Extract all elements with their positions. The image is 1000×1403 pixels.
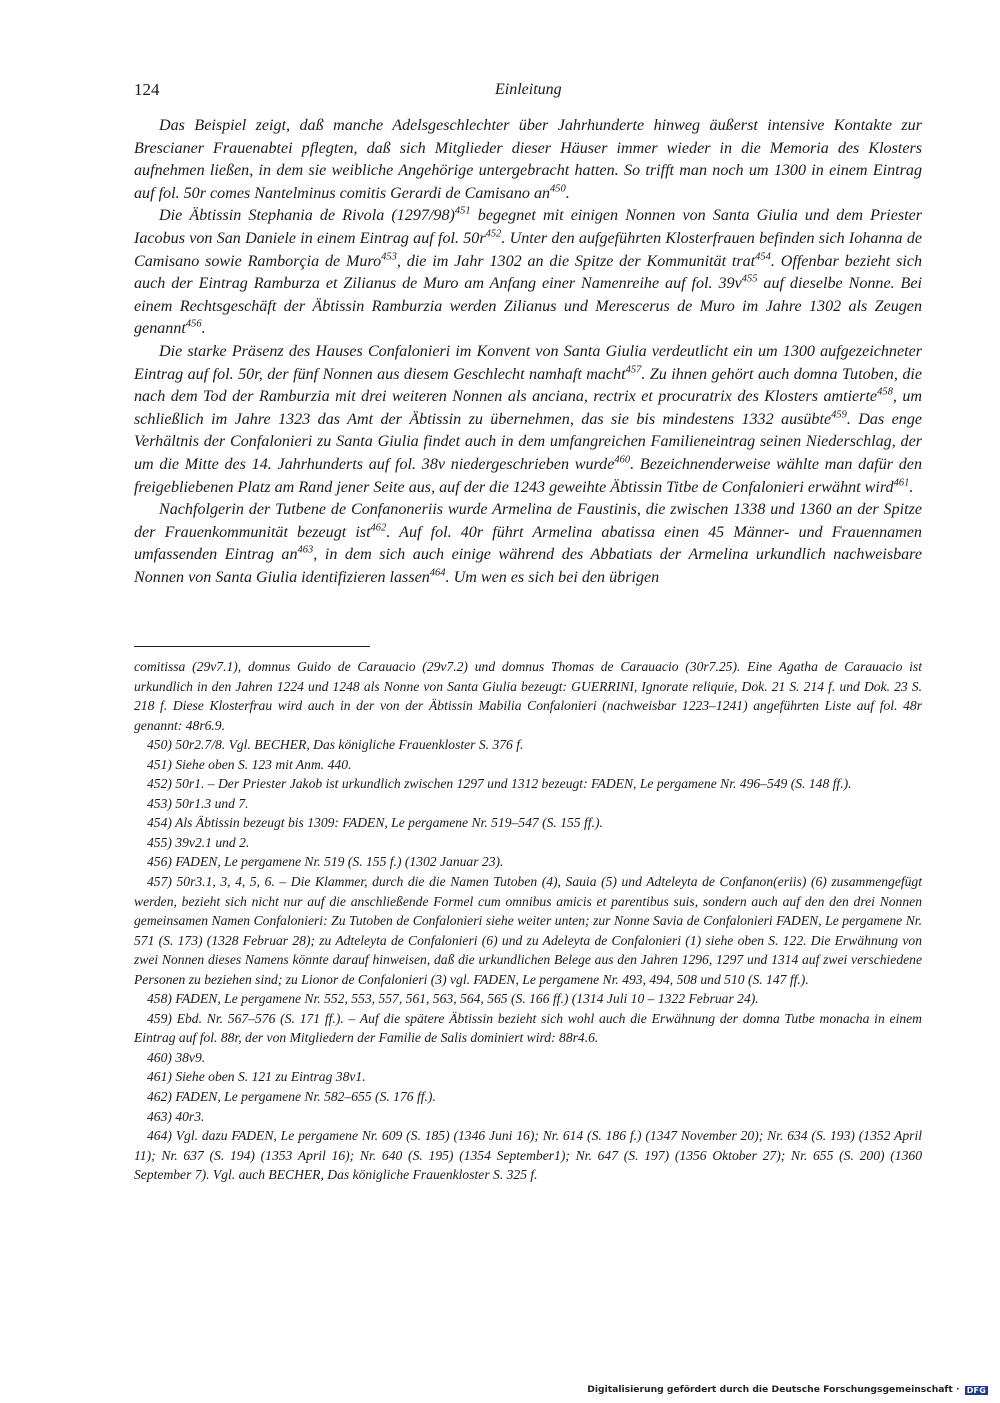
footnote-ref: 459 bbox=[831, 409, 847, 421]
footnote-451: 451) Siehe oben S. 123 mit Anm. 440. bbox=[147, 756, 352, 772]
footnote-ref: 457 bbox=[625, 364, 642, 376]
digitization-notice: Digitalisierung gefördert durch die Deutsche Forschungsgemeinschaft · bbox=[587, 1384, 960, 1395]
footnotes bbox=[134, 657, 922, 1185]
body-paragraph: Das Beispiel zeigt, daß manche Adelsgeschlechter über Jahrhunderte hinweg äußerst intensive Kontakte zur Brescianer Frauenabtei pflegten, daß sich Mitglieder dieser Häuser immer wieder in die Memoria des Klosters aufnehmen ließen, in dem sie weibliche Angehörige untergebracht hatten. So trifft man noch um 1300 in einem Eintrag auf fol. 50r comes Nantelminus comitis Gerardi de Camisano $an^{450}$. bbox=[134, 117, 922, 202]
footnote-456: 456) FADEN, Le pergamene Nr. 519 (S. 155 f.) (1302 Januar 23). bbox=[147, 854, 504, 870]
footnote-ref: 458 bbox=[877, 386, 893, 398]
body-paragraph: Die Äbtissin Stephania de Rivola $(1297/98)^{451}$ begegnet mit einigen Nonnen von Santa Giulia und dem Priester Iacobus von San Daniele in einem Eintrag auf fol. $50r^{452}$. Unter den aufgeführten Klosterfrauen befinden sich Iohanna de Camisano sowie Ramborçia de Muro$^{453}$, die im Jahr 1302 an die Spitze der Kommunität trat$^{454}$. Offenbar bezieht sich auch der Eintrag Ramburza et Zilianus de Muro am Anfang einer Namenreihe auf fol. $39v^{455}$ auf dieselbe Nonne. Bei einem Rechtsgeschäft der Äbtissin Ramburzia werden Zilianus und Merescerus de Muro im Jahre 1302 als Zeugen genannt$^{456}$. bbox=[134, 206, 923, 338]
body-paragraph: Nachfolgerin der Tutbene de Confanoneriis wurde Armelina de Faustinis, die zwischen 1338 und 1360 an der Spitze der Frauenkommunität bezeugt ist$^{462}$. Auf fol. 40r führt Armelina abatissa einen 45 Männer- und Frauennamen umfassenden Eintrag $an^{463}$, in dem sich auch einige während des Abbatiats der Armelina urkundlich nachweisbare Nonnen von Santa Giulia identifizieren lassen$^{464}$. Um wen es sich bei den übrigen bbox=[134, 501, 922, 586]
main-text bbox=[134, 115, 922, 589]
footnote-455: 455) 39v2.1 und 2. bbox=[147, 834, 250, 850]
footnote-ref: 453 bbox=[381, 251, 397, 263]
footnote-463: 463) 40r3. bbox=[147, 1108, 205, 1124]
footnote-ref: 454 bbox=[755, 251, 771, 263]
footnote-459: 459) Ebd. Nr. 567–576 (S. 171 ff.). – Auf die spätere Äbtissin bezieht sich wohl auch die Erwähnung der domna Tutbe monacha in einem Eintrag auf fol. 88r, der von Mitgliedern der Familie de Salis dominiert wird: 88r4.6. bbox=[134, 1010, 922, 1046]
footnote-separator bbox=[134, 646, 370, 647]
footnote-ref: 464 bbox=[429, 567, 446, 579]
footnote-461: 461) Siehe oben S. 121 zu Eintrag 38v1. bbox=[147, 1069, 366, 1085]
footnote-458: 458) FADEN, Le pergamene Nr. 552, 553, 557, 561, 563, 564, 565 (S. 166 ff.) (1314 Juli 10 – 1322 Februar 24). bbox=[147, 991, 759, 1007]
footnote-continuation: comitissa (29v7.1), domnus Guido de Carauacio (29v7.2) und domnus Thomas de Carauacio (30r7.25). Eine Agatha de Carauacio ist urkundlich in den Jahren 1224 und 1248 als Nonne von Santa Giulia bezeugt: GUERRINI, Ignorate reliquie, Dok. 21 S. 214 f. und Dok. 23 S. 218 f. Diese Klosterfrau wird auch in der von der Äbtissin Mabilia Confalonieri (nachweisbar 1223–1241) angeführten Liste auf fol. 48r genannt: 48r6.9. bbox=[134, 659, 922, 733]
digitization-footer bbox=[587, 1384, 988, 1395]
footnote-464: 464) Vgl. dazu FADEN, Le pergamene Nr. 609 (S. 185) (1346 Juni 16); Nr. 614 (S. 186 f.) (1347 November 20); Nr. 634 (S. 193) (1352 April 11); Nr. 637 (S. 194) (1353 April 16); Nr. 640 (S. 195) (1354 September1); Nr. 647 (S. 197) (1356 Oktober 27); Nr. 655 (S. 200) (1360 September 7). Vgl. auch BECHER, Das königliche Frauenkloster S. 325 f. bbox=[134, 1128, 922, 1183]
footnote-ref: 456 bbox=[185, 318, 202, 330]
footnote-453: 453) 50r1.3 und 7. bbox=[147, 795, 249, 811]
footnote-ref: 460 bbox=[614, 454, 631, 466]
footnote-ref: 455 bbox=[741, 273, 758, 285]
footnote-ref: 462 bbox=[370, 522, 387, 534]
footnote-450: 450) 50r2.7/8. Vgl. BECHER, Das königliche Frauenkloster S. 376 f. bbox=[147, 737, 524, 753]
footnote-ref: 461 bbox=[893, 477, 910, 489]
footnote-460: 460) 38v9. bbox=[147, 1049, 206, 1065]
footnote-ref: 450 bbox=[550, 183, 566, 195]
page-number: 124 bbox=[134, 80, 160, 99]
dfg-logo: DFG bbox=[966, 1386, 986, 1395]
footnote-462: 462) FADEN, Le pergamene Nr. 582–655 (S. 176 ff.). bbox=[147, 1089, 436, 1105]
footnote-ref: 452 bbox=[485, 228, 502, 240]
running-title: Einleitung bbox=[495, 81, 562, 98]
footnote-ref: 463 bbox=[297, 544, 314, 556]
footnote-452: 452) 50r1. – Der Priester Jakob ist urkundlich zwischen 1297 und 1312 bezeugt: FADEN, Le pergamene Nr. 496–549 (S. 148 ff.). bbox=[147, 776, 852, 792]
footnote-ref: 451 bbox=[454, 206, 471, 218]
body-paragraph: Die starke Präsenz des Hauses Confalonieri im Konvent von Santa Giulia verdeutlicht ein um 1300 aufgezeichneter Eintrag auf fol. 50r, der fünf Nonnen aus diesem Geschlecht namhaft macht$^{457}$. Zu ihnen gehört auch domna Tutoben, die nach dem Tod der Ramburzia mit drei weiteren Nonnen als anciana, rectrix et procuratrix des Klosters amtierte$^{458}$, um schließlich im Jahre 1323 das Amt der Äbtissin zu übernehmen, das sie bis mindestens 1332 ausübte$^{459}$. Das enge Verhältnis der Confalonieri zu Santa Giulia findet auch in dem umfangreichen Familieneintrag seinen Niederschlag, der um die Mitte des 14. Jahrhunderts auf fol. 38v niedergeschrieben wurde$^{460}$. Bezeichnenderweise wählte man dafür den freigebliebenen Platz am Rand jener Seite aus, auf der die 1243 geweihte Äbtissin Titbe de Confalonieri erwähnt wird$^{461}$. bbox=[134, 342, 923, 496]
footnote-457: 457) 50r3.1, 3, 4, 5, 6. – Die Klammer, durch die die Namen Tutoben (4), Sauia (5) und Adteleyta de Confanon(eriis) (6) zusammengefügt werden, bezieht sich nicht nur auf die anschließende Formel cum omnibus amicis et parentibus suis, sondern auch auf den den drei Nonnen gemeinsamen Namen Confalonieri: Zu Tutoben de Confalonieri siehe weiter unten; zur Nonne Savia de Confalonieri FADEN, Le pergamene Nr. 571 (S. 173) (1328 Februar 28); zu Adteleyta de Confalonieri (6) und zu Adeleyta de Confalonieri (1) siehe oben S. 122. Die Erwähnung von zwei Nonnen dieses Namens könnte darauf hinweisen, daß die urkundlichen Belege aus den Jahren 1296, 1297 und 1314 auf zwei verschiedene Personen zu beziehen sind; zu Lionor de Confalonieri (3) vgl. FADEN, Le pergamene Nr. 493, 494, 508 und 510 (S. 147 ff.). bbox=[134, 874, 922, 987]
footnote-454: 454) Als Äbtissin bezeugt bis 1309: FADEN, Le pergamene Nr. 519–547 (S. 155 ff.). bbox=[147, 815, 603, 831]
